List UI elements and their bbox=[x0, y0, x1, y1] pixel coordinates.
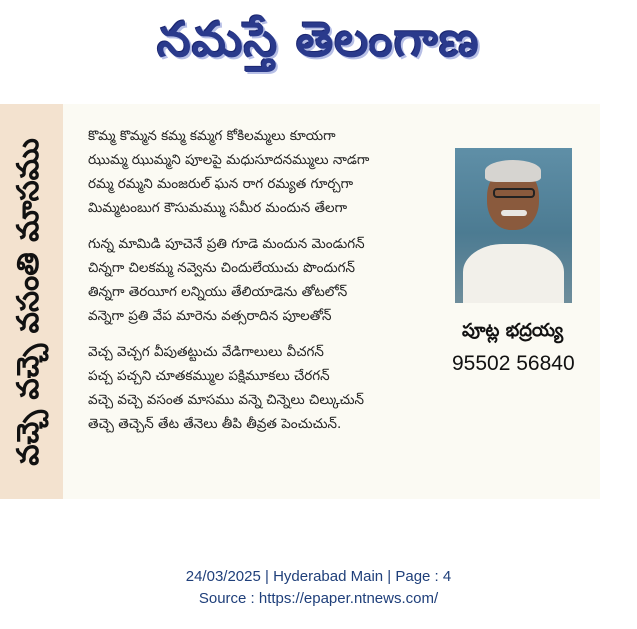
masthead-title: నమస్తే తెలంగాణ bbox=[157, 12, 480, 68]
photo-hair bbox=[485, 160, 541, 182]
stanza-3 bbox=[88, 340, 438, 436]
poem-line: పచ్చ పచ్చని చూతకమ్ముల పక్షిమూకలు చేరగన్ bbox=[88, 368, 330, 384]
footer-edition: Hyderabad Main bbox=[273, 568, 384, 585]
poem-line: కొమ్మ కొమ్మన కమ్మ కమ్మగ కోకిలమ్మలు కూయగా bbox=[88, 128, 336, 144]
poem-line: ఝుమ్మ ఝుమ్మని పూలపై మధుసూదనమ్ములు నాడగా bbox=[88, 152, 370, 168]
photo-shirt bbox=[463, 244, 564, 303]
poem-line: చిన్నగా చిలకమ్మ నవ్వెను చిందులేయుచు పొందుగన్ bbox=[88, 260, 356, 276]
footer-page: Page : 4 bbox=[395, 568, 452, 585]
poem-line: తెచ్చె తెచ్చెన్ తేట తేనెలు తీపి తీవ్రత పెంచుచున్. bbox=[88, 416, 342, 432]
poem-line: గున్న మామిడి పూచెనే ప్రతి గూడె మందున మెండుగన్ bbox=[88, 236, 365, 252]
footer-date: 24/03/2025 bbox=[185, 568, 261, 585]
masthead bbox=[0, 0, 637, 92]
footer-source: Source : https://epaper.ntnews.com/ bbox=[198, 590, 439, 607]
poem-line: వన్నెగా ప్రతి వేప మారెను వత్సరాదిన పూలతోన్ bbox=[88, 308, 332, 324]
poem-body bbox=[88, 124, 438, 448]
poem-line: రమ్మ రమ్మని మంజరుల్ ఘన రాగ రమ్యత గూర్చగా bbox=[88, 176, 354, 192]
side-title-band bbox=[0, 104, 63, 499]
footer bbox=[0, 566, 637, 610]
photo-mustache bbox=[501, 210, 527, 216]
author-phone: 95502 56840 bbox=[452, 352, 575, 375]
stanza-1 bbox=[88, 124, 438, 220]
poem-line: మిమ్మటంబుగ కౌసుమమ్ము సమీర మందున తేలగా bbox=[88, 200, 348, 216]
author-photo bbox=[455, 148, 572, 303]
author-name: పూట్ల భద్రయ్య bbox=[462, 320, 564, 341]
poem-line: వెచ్చ వెచ్చగ వీపుతట్టుచు వేడిగాలులు వీచగన్ bbox=[88, 344, 324, 360]
footer-meta: 24/03/2025 | Hyderabad Main | Page : 4 bbox=[185, 568, 452, 585]
poem-line: తిన్నగా తెరయీగ లన్నియు తేలియాడెను తోటలోన్ bbox=[88, 284, 348, 300]
photo-glasses bbox=[493, 188, 535, 198]
stanza-2 bbox=[88, 232, 438, 328]
poem-title: వచ్చె వచ్చె వసంతి మాసము bbox=[10, 137, 46, 466]
poem-line: వచ్చె వచ్చె వసంత మాసము వన్నె చిన్నెలు చిల్కుచున్ bbox=[88, 392, 365, 408]
